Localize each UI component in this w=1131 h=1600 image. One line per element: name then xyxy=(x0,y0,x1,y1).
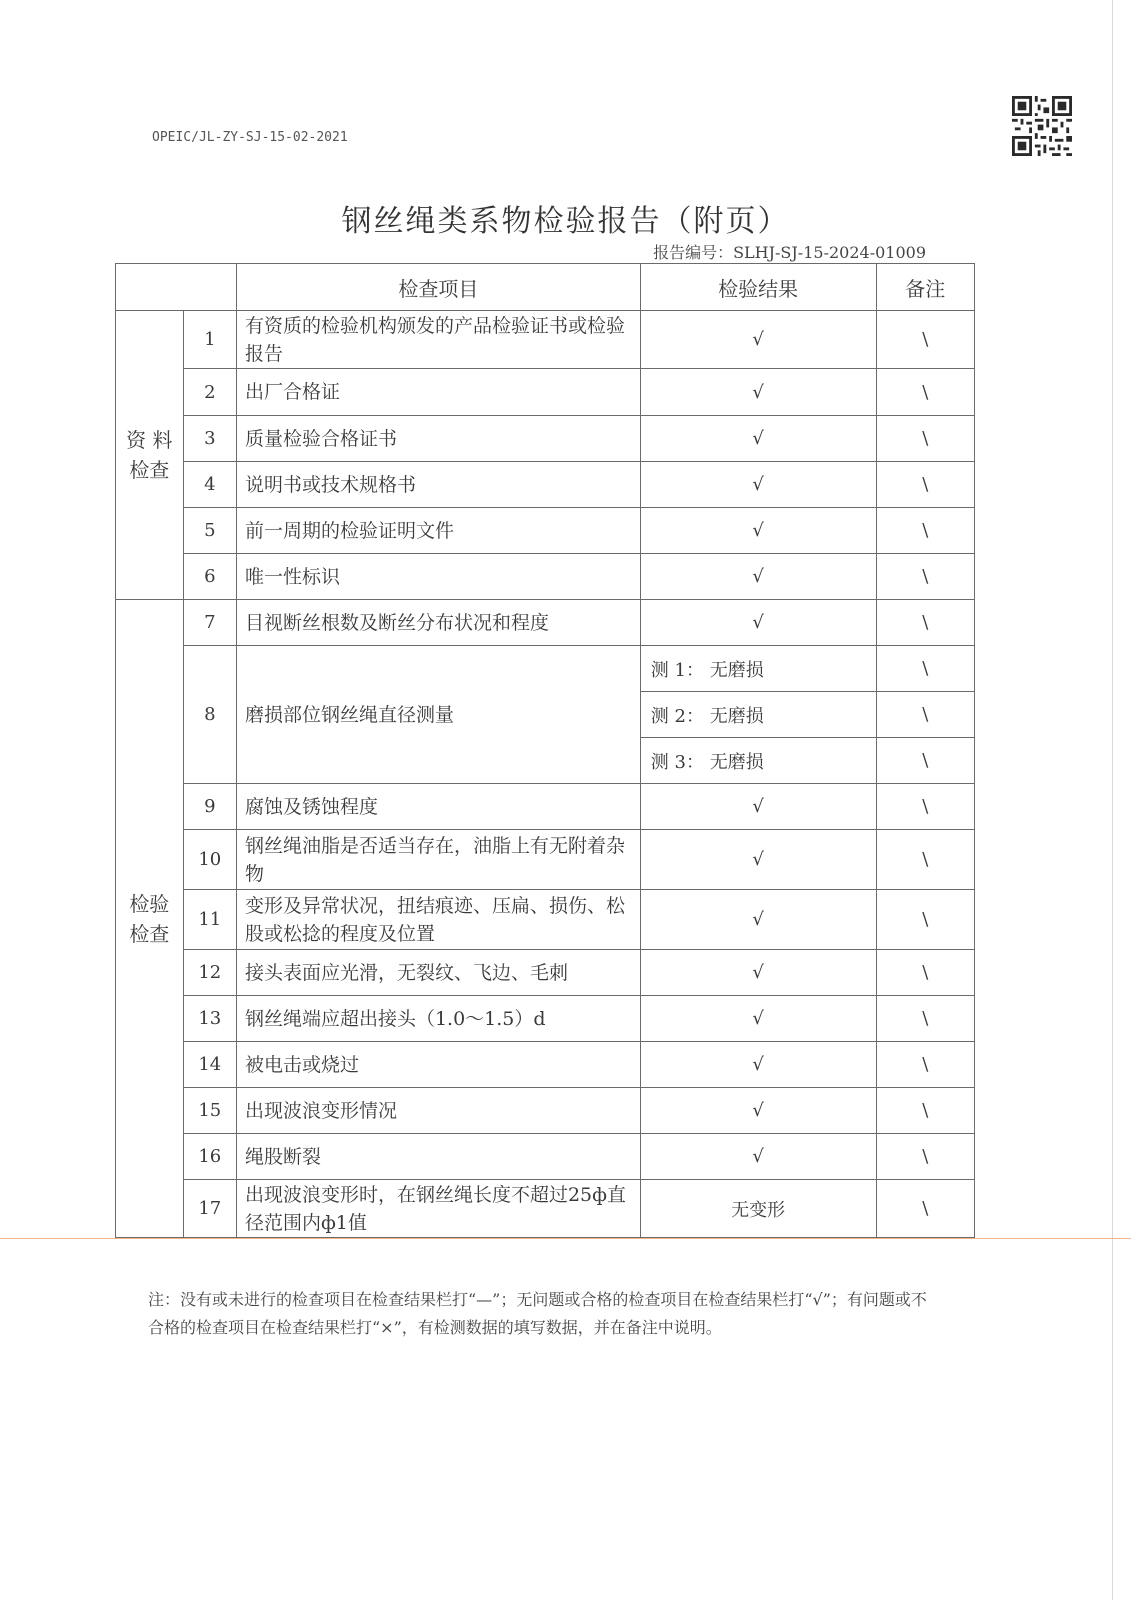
row-result: √ xyxy=(640,462,876,508)
row-number: 13 xyxy=(183,996,236,1042)
row-result: √ xyxy=(640,416,876,462)
row-result: √ xyxy=(640,890,876,950)
table-row xyxy=(116,554,975,600)
row-remark: \ xyxy=(876,1180,974,1238)
row-item: 出现波浪变形情况 xyxy=(236,1088,640,1134)
table-row xyxy=(116,830,975,890)
row-number: 9 xyxy=(183,784,236,830)
table-row xyxy=(116,1180,975,1238)
row-number: 17 xyxy=(183,1180,236,1238)
row-number: 7 xyxy=(183,600,236,646)
table-row xyxy=(116,950,975,996)
header-remark: 备注 xyxy=(876,264,974,311)
table-row xyxy=(116,369,975,416)
table-row xyxy=(116,416,975,462)
category-line: 检验 xyxy=(129,891,170,916)
header-result: 检验结果 xyxy=(640,264,876,311)
row-result: √ xyxy=(640,311,876,369)
report-title: 钢丝绳类系物检验报告（附页） xyxy=(341,204,790,239)
row-remark: \ xyxy=(876,1088,974,1134)
row-remark: \ xyxy=(876,600,974,646)
category-document-check xyxy=(116,311,184,600)
row-remark: \ xyxy=(876,784,974,830)
row-result: √ xyxy=(640,369,876,416)
category-inspection-check xyxy=(116,600,184,1238)
measurement-result: 测 2： 无磨损 xyxy=(640,692,876,738)
row-remark: \ xyxy=(876,890,974,950)
row-number: 4 xyxy=(183,462,236,508)
row-result: √ xyxy=(640,1134,876,1180)
row-remark: \ xyxy=(876,996,974,1042)
row-item: 钢丝绳油脂是否适当存在，油脂上有无附着杂物 xyxy=(236,830,640,890)
document-code: OPEIC/JL-ZY-SJ-15-02-2021 xyxy=(152,130,348,145)
row-remark: \ xyxy=(876,950,974,996)
row-remark: \ xyxy=(876,508,974,554)
row-remark: \ xyxy=(876,311,974,369)
table-row xyxy=(116,646,975,692)
row-result: 无变形 xyxy=(640,1180,876,1238)
row-number: 2 xyxy=(183,369,236,416)
measurement-remark: \ xyxy=(876,646,974,692)
category-line: 检查 xyxy=(129,458,170,482)
row-number: 8 xyxy=(183,646,236,784)
scan-artifact-line xyxy=(0,1238,1131,1239)
row-number: 5 xyxy=(183,508,236,554)
row-number: 14 xyxy=(183,1042,236,1088)
table-row xyxy=(116,1042,975,1088)
row-result: √ xyxy=(640,554,876,600)
table-row xyxy=(116,890,975,950)
row-number: 6 xyxy=(183,554,236,600)
row-result: √ xyxy=(640,508,876,554)
row-item: 钢丝绳端应超出接头（1.0～1.5）d xyxy=(236,996,640,1042)
row-result: √ xyxy=(640,1042,876,1088)
measurement-remark: \ xyxy=(876,692,974,738)
measurement-result: 测 3： 无磨损 xyxy=(640,738,876,784)
table-row xyxy=(116,600,975,646)
row-item: 变形及异常状况，扭结痕迹、压扁、损伤、松股或松捻的程度及位置 xyxy=(236,890,640,950)
row-item: 目视断丝根数及断丝分布状况和程度 xyxy=(236,600,640,646)
row-item: 被电击或烧过 xyxy=(236,1042,640,1088)
row-result: √ xyxy=(640,600,876,646)
table-row xyxy=(116,508,975,554)
row-result: √ xyxy=(640,950,876,996)
table-header-row xyxy=(116,264,975,311)
category-line: 检查 xyxy=(129,921,170,946)
row-number: 3 xyxy=(183,416,236,462)
scan-edge-line xyxy=(1112,0,1113,1600)
row-item: 说明书或技术规格书 xyxy=(236,462,640,508)
row-item: 质量检验合格证书 xyxy=(236,416,640,462)
inspection-table xyxy=(115,263,975,1238)
row-number: 10 xyxy=(183,830,236,890)
row-result: √ xyxy=(640,830,876,890)
row-remark: \ xyxy=(876,462,974,508)
row-item: 前一周期的检验证明文件 xyxy=(236,508,640,554)
row-number: 1 xyxy=(183,311,236,369)
row-remark: \ xyxy=(876,1134,974,1180)
table-row xyxy=(116,1088,975,1134)
header-blank-cell xyxy=(116,264,237,311)
row-item: 出现波浪变形时，在钢丝绳长度不超过25ф直径范围内ф1值 xyxy=(236,1180,640,1238)
row-remark: \ xyxy=(876,416,974,462)
row-item: 唯一性标识 xyxy=(236,554,640,600)
row-number: 12 xyxy=(183,950,236,996)
qr-code-icon xyxy=(1012,96,1072,156)
footnote: 注：没有或未进行的检查项目在检查结果栏打“—”；无问题或合格的检查项目在检查结果栏打“√”；有问题或不合格的检查项目在检查结果栏打“×”，有检测数据的填写数据，并在备注中说明。 xyxy=(148,1290,927,1337)
measurement-result: 测 1： 无磨损 xyxy=(640,646,876,692)
row-number: 15 xyxy=(183,1088,236,1134)
row-remark: \ xyxy=(876,1042,974,1088)
row-item: 腐蚀及锈蚀程度 xyxy=(236,784,640,830)
table-row xyxy=(116,1134,975,1180)
row-item: 绳股断裂 xyxy=(236,1134,640,1180)
row-result: √ xyxy=(640,996,876,1042)
row-result: √ xyxy=(640,1088,876,1134)
table-row xyxy=(116,784,975,830)
row-item: 出厂合格证 xyxy=(236,369,640,416)
row-item: 磨损部位钢丝绳直径测量 xyxy=(236,646,640,784)
category-line: 资 料 xyxy=(126,428,173,452)
row-remark: \ xyxy=(876,554,974,600)
table-row xyxy=(116,311,975,369)
table-row xyxy=(116,996,975,1042)
row-number: 16 xyxy=(183,1134,236,1180)
row-item: 有资质的检验机构颁发的产品检验证书或检验报告 xyxy=(236,311,640,369)
row-remark: \ xyxy=(876,830,974,890)
row-result: √ xyxy=(640,784,876,830)
row-item: 接头表面应光滑，无裂纹、飞边、毛刺 xyxy=(236,950,640,996)
report-number: 报告编号：SLHJ-SJ-15-2024-01009 xyxy=(653,243,926,262)
row-number: 11 xyxy=(183,890,236,950)
table-row xyxy=(116,462,975,508)
header-item: 检查项目 xyxy=(236,264,640,311)
measurement-remark: \ xyxy=(876,738,974,784)
row-remark: \ xyxy=(876,369,974,416)
